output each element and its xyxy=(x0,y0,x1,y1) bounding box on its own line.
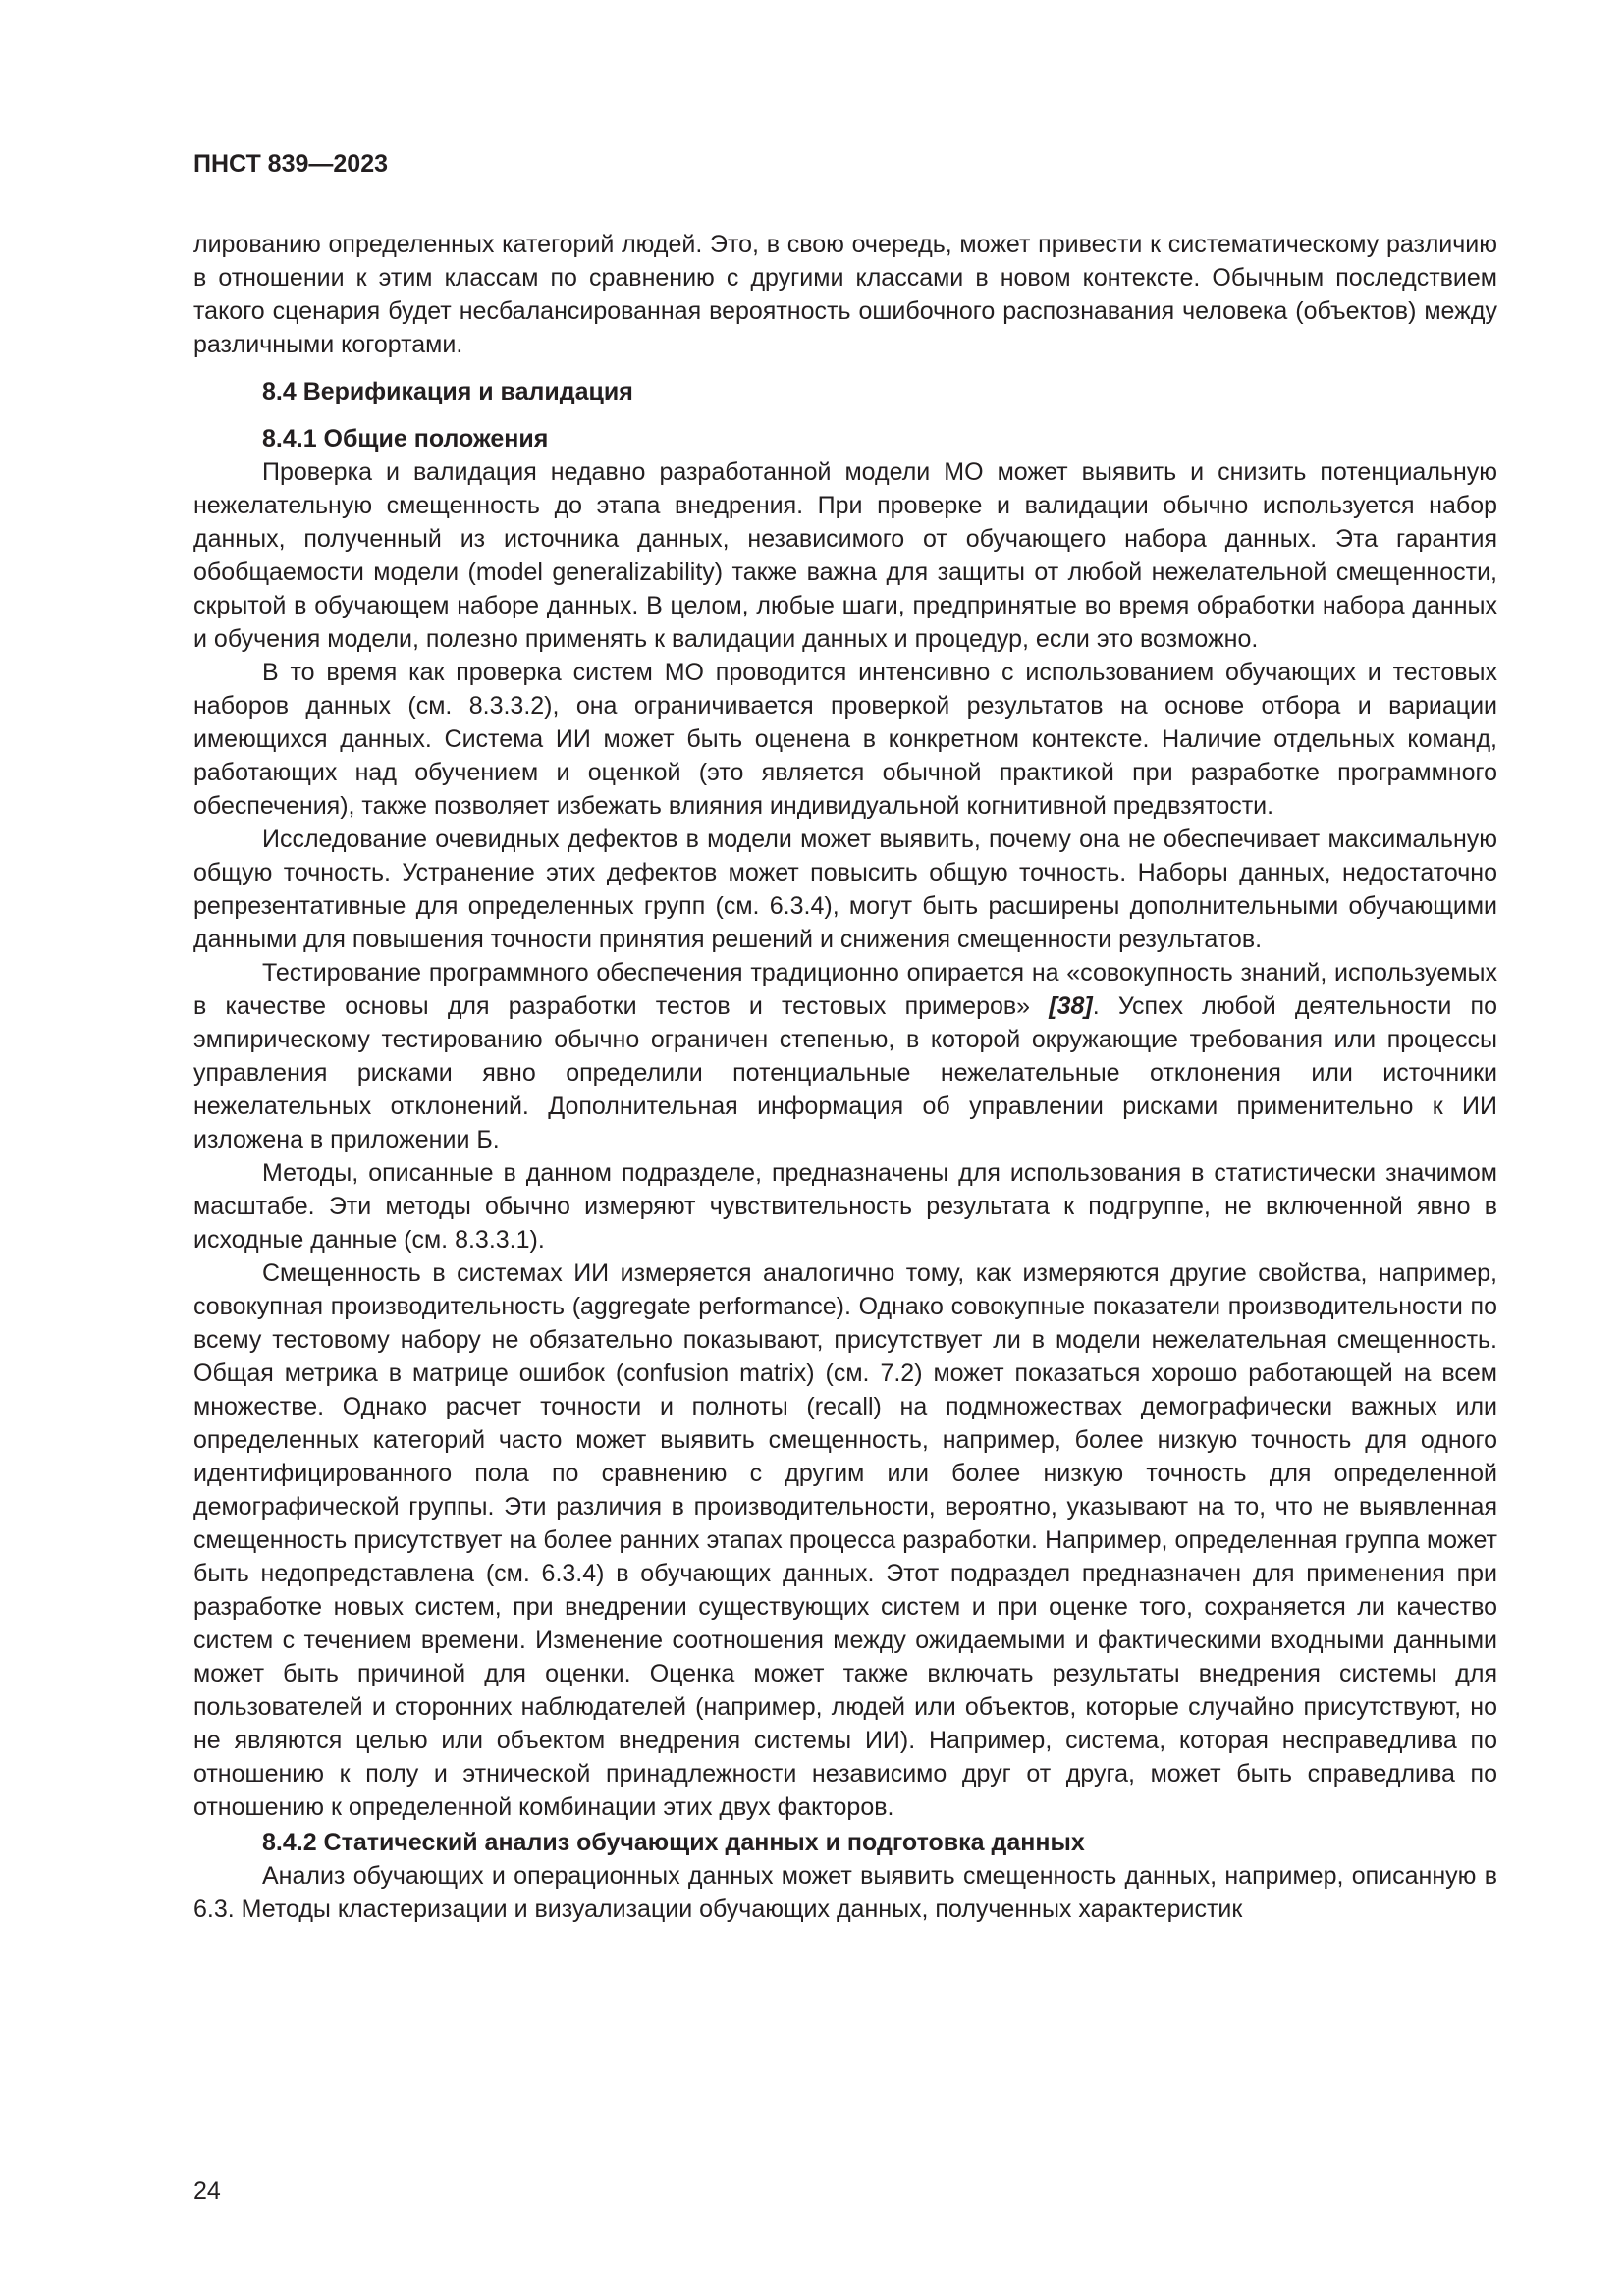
paragraph: Исследование очевидных дефектов в модели может выявить, почему она не обеспечивает максимальную общую точность. Устранение этих дефектов может повысить общую точность. Наборы данных, недостаточно репрезентативные для определенных групп (см. 6.3.4), могут быть расширены дополнительными обучающими данными для повышения точности принятия решений и снижения смещенности результатов. xyxy=(193,826,1497,953)
paragraph-with-reference xyxy=(193,956,1497,1156)
paragraph: Проверка и валидация недавно разработанной модели МО может выявить и снизить потенциальную нежелательную смещенность до этапа внедрения. При проверке и валидации обычно используется набор данных, полученный из источника данных, независимого от обучающего набора данных. Эта гарантия обобщаемости модели (model generalizability) также важна для защиты от любой нежелательной смещенности, скрытой в обучающем наборе данных. В целом, любые шаги, предпринятые во время обработки набора данных и обучения модели, полезно применять к валидации данных и процедур, если это возможно. xyxy=(193,458,1497,653)
paragraph: В то время как проверка систем МО проводится интенсивно с использованием обучающих и тестовых наборов данных (см. 8.3.3.2), она ограничивается проверкой результатов на основе отбора и вариации имеющихся данных. Система ИИ может быть оценена в конкретном контексте. Наличие отдельных команд, работающих над обучением и оценкой (это является обычной практикой при разработке программного обеспечения), также позволяет избежать влияния индивидуальной когнитивной предвзятости. xyxy=(193,659,1497,820)
paragraph: Анализ обучающих и операционных данных может выявить смещенность данных, например, описанную в 6.3. Методы кластеризации и визуализации обучающих данных, полученных характеристик xyxy=(193,1862,1497,1923)
paragraph-text: . Успех любой деятельности по эмпирическому тестированию обычно ограничен степенью, в которой окружающие требования или процессы управления рисками явно определили потенциальные нежелательные отклонения или источники нежелательных отклонений. Дополнительная информация об управлении рисками применительно к ИИ изложена в приложении Б. xyxy=(193,992,1497,1153)
paragraph: Методы, описанные в данном подразделе, предназначены для использования в статистически значимом масштабе. Эти методы обычно измеряют чувствительность результата к подгруппе, не включенной явно в исходные данные (см. 8.3.3.1). xyxy=(193,1159,1497,1254)
paragraph-text: Тестирование программного обеспечения традиционно опирается на «совокупность знаний, используемых в качестве основы для разработки тестов и тестовых примеров» xyxy=(193,959,1497,1020)
bibliography-reference: [38] xyxy=(1049,992,1093,1020)
document-body xyxy=(193,228,1497,1926)
page-number: 24 xyxy=(193,2177,221,2205)
section-heading-8-4: 8.4 Верификация и валидация xyxy=(262,378,633,405)
paragraph: Смещенность в системах ИИ измеряется аналогично тому, как измеряются другие свойства, например, совокупная производительность (aggregate performance). Однако совокупные показатели производительности по всему тестовому набору не обязательно показывают, присутствует ли в модели нежелательная смещенность. Общая метрика в матрице ошибок (confusion matrix) (см. 7.2) может показаться хорошо работающей на всем множестве. Однако расчет точности и полноты (recall) на подмножествах демографически важных или определенных категорий часто может выявить смещенность, например, более низкую точность для одного идентифицированного пола по сравнению с другим или более низкую точность для определенной демографической группы. Эти различия в производительности, вероятно, указывают на то, что не выявленная смещенность присутствует на более ранних этапах процесса разработки. Например, определенная группа может быть недопредставлена (см. 6.3.4) в обучающих данных. Этот подраздел предназначен для применения при разработке новых систем, при внедрении существующих систем и при оценке того, сохраняется ли качество систем с течением времени. Изменение соотношения между ожидаемыми и фактическими входными данными может быть причиной для оценки. Оценка может также включать результаты внедрения системы для пользователей и сторонних наблюдателей (например, людей или объектов, которые случайно присутствуют, но не являются целью или объектом внедрения системы ИИ). Например, система, которая несправедлива по отношению к полу и этнической принадлежности независимо друг от друга, может быть справедлива по отношению к определенной комбинации этих двух факторов. xyxy=(193,1259,1497,1821)
document-id: ПНСТ 839—2023 xyxy=(193,150,388,178)
subsection-heading-8-4-2: 8.4.2 Статический анализ обучающих данных и подготовка данных xyxy=(262,1829,1085,1856)
subsection-heading-8-4-1: 8.4.1 Общие положения xyxy=(262,425,549,453)
paragraph-continued: лированию определенных категорий людей. Это, в свою очередь, может привести к систематическому различию в отношении к этим классам по сравнению с другими классами в новом контексте. Обычным последствием такого сценария будет несбалансированная вероятность ошибочного распознавания человека (объектов) между различными когортами. xyxy=(193,231,1497,358)
